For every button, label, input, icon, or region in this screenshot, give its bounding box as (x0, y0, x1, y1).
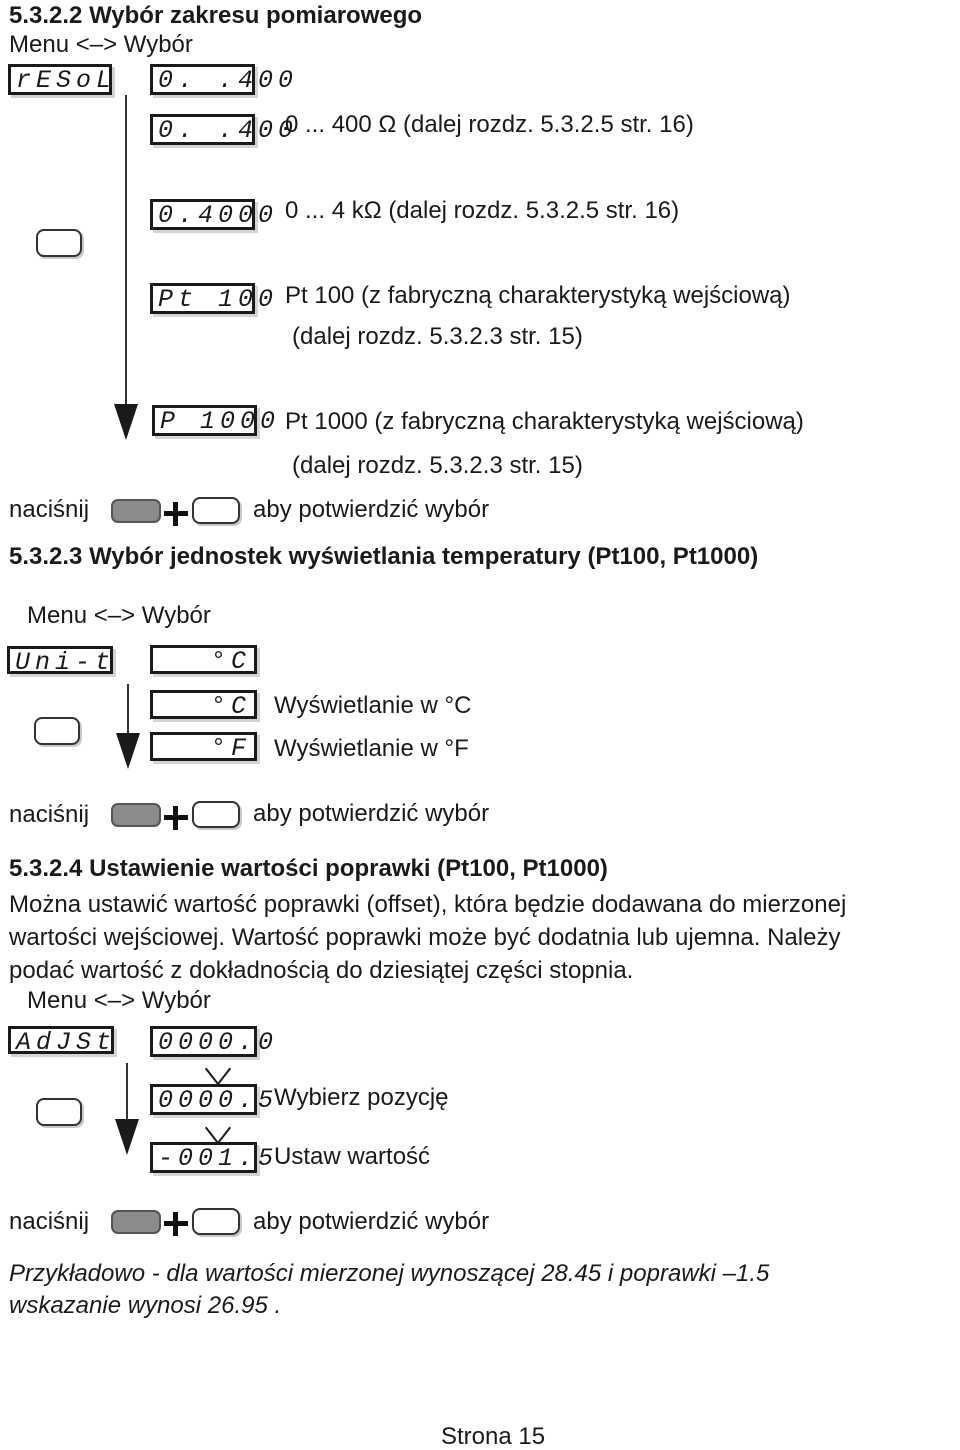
option-description: Ustaw wartość (274, 1143, 431, 1170)
example-text: Przykładowo - dla wartości mierzonej wynoszącej 28.45 i poprawki –1.5 (9, 1260, 770, 1287)
confirm-label: aby potwierdzić wybór (253, 800, 490, 827)
option-description: Wyświetlanie w °F (274, 735, 469, 762)
value-display: 0. .400 (150, 64, 255, 95)
press-label: naciśnij (9, 1208, 90, 1235)
paragraph-line: wartości wejściowej. Wartość poprawki może być dodatnia lub ujemna. Należy (9, 924, 841, 951)
select-button-icon (36, 229, 82, 257)
confirm-label: aby potwierdzić wybór (253, 496, 490, 523)
option-display: 0.4000 (150, 199, 255, 230)
option-display: 0000.5 (150, 1084, 257, 1115)
option-display: °C (150, 690, 257, 719)
plus-icon (173, 502, 178, 526)
press-label: naciśnij (9, 496, 90, 523)
option-display: 0. .400 (150, 114, 255, 145)
down-arrow-icon (116, 733, 140, 769)
option-description: 0 ... 4 kΩ (dalej rozdz. 5.3.2.5 str. 16) (285, 197, 680, 224)
value-display: 0000.0 (150, 1026, 257, 1057)
param-display-resol: rESoL (8, 64, 112, 95)
menu-path-label: Menu <–> Wybór (27, 987, 211, 1014)
enter-button-icon (111, 1210, 161, 1234)
section-heading-5324: 5.3.2.4 Ustawienie wartości poprawki (Pt100, Pt1000) (9, 855, 608, 882)
page-number: Strona 15 (441, 1423, 546, 1450)
plus-icon (173, 806, 178, 830)
menu-path-label: Menu <–> Wybór (9, 31, 193, 58)
param-display-adjst: AdJSt (8, 1026, 114, 1054)
section-heading-5322: 5.3.2.2 Wybór zakresu pomiarowego (9, 2, 423, 29)
option-description: Pt 1000 (z fabryczną charakterystyką wejściową) (285, 408, 804, 435)
digit-cursor-icon (206, 1064, 230, 1084)
down-arrow-icon (115, 1119, 139, 1155)
option-note: (dalej rozdz. 5.3.2.3 str. 15) (292, 452, 583, 479)
down-arrow-icon (114, 404, 138, 440)
digit-cursor-icon (206, 1123, 230, 1143)
section-heading-5323: 5.3.2.3 Wybór jednostek wyświetlania temperatury (Pt100, Pt1000) (9, 543, 759, 570)
enter-button-icon (111, 499, 161, 523)
option-description: 0 ... 400 Ω (dalej rozdz. 5.3.2.5 str. 16) (285, 111, 694, 138)
down-arrow-shaft (125, 95, 127, 405)
option-display: °F (150, 732, 257, 761)
confirm-label: aby potwierdzić wybór (253, 1208, 490, 1235)
down-arrow-shaft (126, 1063, 128, 1122)
down-arrow-shaft (127, 684, 129, 736)
press-label: naciśnij (9, 801, 90, 828)
option-display: -001.5 (150, 1142, 257, 1173)
option-description: Wyświetlanie w °C (274, 692, 472, 719)
plus-icon (173, 1212, 178, 1236)
select-button-icon (192, 1208, 240, 1235)
paragraph-line: Można ustawić wartość poprawki (offset), która będzie dodawana do mierzonej (9, 891, 847, 918)
enter-button-icon (111, 803, 161, 827)
option-description: Pt 100 (z fabryczną charakterystyką wejściową) (285, 282, 791, 309)
option-description: Wybierz pozycję (274, 1084, 449, 1111)
example-text: wskazanie wynosi 26.95 . (9, 1292, 282, 1319)
option-note: (dalej rozdz. 5.3.2.3 str. 15) (292, 323, 583, 350)
value-display: °C (150, 645, 257, 674)
option-display: P 1000 (152, 405, 257, 436)
option-display: Pt 100 (150, 283, 255, 314)
menu-path-label: Menu <–> Wybór (27, 602, 211, 629)
paragraph-line: podać wartość z dokładnością do dziesiątej części stopnia. (9, 957, 634, 984)
select-button-icon (192, 801, 240, 828)
param-display-unit: Uni-t (7, 646, 113, 674)
select-button-icon (192, 497, 240, 524)
select-button-icon (34, 717, 80, 745)
select-button-icon (36, 1098, 82, 1126)
